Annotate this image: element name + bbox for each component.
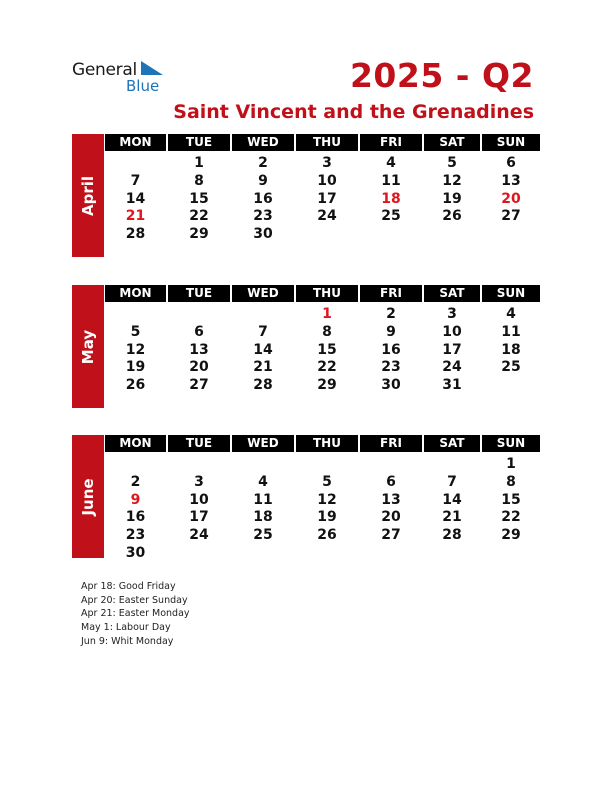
calendar-date: 9 bbox=[386, 323, 396, 340]
calendar-date: 29 bbox=[501, 527, 521, 544]
calendar-date: 31 bbox=[442, 377, 462, 394]
weekday-header-thu: THU bbox=[296, 435, 358, 452]
calendar-date: 3 bbox=[322, 155, 332, 171]
calendar-date: 26 bbox=[442, 208, 462, 225]
calendar-date: 5 bbox=[322, 473, 332, 490]
calendar-date: 10 bbox=[189, 491, 209, 508]
calendar-date: 5 bbox=[447, 155, 457, 171]
month-block-april bbox=[72, 134, 540, 257]
month-name: April bbox=[79, 175, 97, 216]
calendar-date: 29 bbox=[317, 377, 337, 394]
general-blue-logo bbox=[72, 58, 172, 98]
calendar-date: 3 bbox=[194, 473, 204, 490]
calendar-date: 1 bbox=[194, 155, 204, 171]
holiday-date: 1 bbox=[322, 306, 332, 322]
calendar-date: 7 bbox=[447, 473, 457, 490]
calendar-date: 27 bbox=[381, 527, 401, 544]
weekday-header-fri: FRI bbox=[360, 134, 422, 151]
calendar-date: 19 bbox=[125, 359, 146, 376]
calendar-date: 21 bbox=[442, 509, 462, 526]
calendar-date: 18 bbox=[501, 341, 521, 358]
calendar-date: 20 bbox=[381, 509, 401, 526]
weekday-header-thu: THU bbox=[296, 134, 358, 151]
weekday-header-sat: SAT bbox=[424, 134, 480, 151]
month-label-tab bbox=[72, 435, 104, 558]
calendar-date: 13 bbox=[381, 491, 401, 508]
calendar-date: 9 bbox=[258, 172, 268, 189]
calendar-date: 6 bbox=[386, 473, 396, 490]
month-name: June bbox=[79, 477, 97, 516]
holiday-date: 20 bbox=[501, 190, 521, 207]
weekday-header-wed: WED bbox=[232, 134, 294, 151]
calendar-date: 16 bbox=[381, 341, 401, 358]
calendar-date: 21 bbox=[253, 359, 273, 376]
weekday-header-sun: SUN bbox=[482, 285, 540, 302]
weekday-header-tue: TUE bbox=[168, 435, 230, 452]
weekday-header-tue: TUE bbox=[168, 134, 230, 151]
logo-triangle-icon bbox=[141, 61, 165, 77]
calendar-date: 12 bbox=[125, 341, 146, 358]
weekday-header-wed: WED bbox=[232, 435, 294, 452]
calendar-date: 25 bbox=[253, 527, 273, 544]
weekday-header-sat: SAT bbox=[424, 435, 480, 452]
calendar-date: 13 bbox=[501, 172, 521, 189]
calendar-date: 15 bbox=[317, 341, 337, 358]
weekday-header-fri: FRI bbox=[360, 285, 422, 302]
calendar-date: 4 bbox=[386, 155, 396, 171]
calendar-date: 24 bbox=[317, 208, 337, 225]
calendar-date: 19 bbox=[442, 190, 462, 207]
calendar-date: 17 bbox=[189, 509, 209, 526]
calendar-date: 16 bbox=[253, 190, 273, 207]
calendar-date: 14 bbox=[125, 190, 146, 207]
calendar-date: 14 bbox=[253, 341, 273, 358]
calendar-date: 22 bbox=[501, 509, 521, 526]
calendar-date: 2 bbox=[258, 155, 268, 171]
weekday-header-sat: SAT bbox=[424, 285, 480, 302]
country-name: Saint Vincent and the Grenadines bbox=[173, 101, 534, 123]
calendar-date: 11 bbox=[253, 491, 273, 508]
holiday-note: Apr 20: Easter Sunday bbox=[81, 594, 188, 606]
weekday-header-sun: SUN bbox=[482, 134, 540, 151]
calendar-date: 28 bbox=[442, 527, 462, 544]
calendar-date: 20 bbox=[189, 359, 209, 376]
calendar-date: 29 bbox=[189, 226, 209, 243]
calendar-date: 24 bbox=[189, 527, 209, 544]
calendar-date: 22 bbox=[317, 359, 337, 376]
holiday-note: Jun 9: Whit Monday bbox=[81, 635, 174, 647]
calendar-date: 27 bbox=[501, 208, 521, 225]
holiday-notes bbox=[81, 580, 190, 649]
month-name: May bbox=[79, 329, 97, 364]
calendar-date: 7 bbox=[130, 172, 141, 189]
weekday-header-mon: MON bbox=[105, 435, 166, 452]
calendar-date: 25 bbox=[381, 208, 401, 225]
calendar-date: 3 bbox=[447, 306, 457, 322]
calendar-date: 22 bbox=[189, 208, 209, 225]
holiday-date: 21 bbox=[125, 208, 146, 225]
month-label-tab bbox=[72, 134, 104, 257]
holiday-note: May 1: Labour Day bbox=[81, 622, 171, 634]
calendar-date: 30 bbox=[125, 545, 146, 561]
weekday-header-mon: MON bbox=[105, 285, 166, 302]
calendar-date: 23 bbox=[253, 208, 273, 225]
calendar-date: 6 bbox=[506, 155, 516, 171]
calendar-date: 6 bbox=[194, 323, 204, 340]
calendar-date: 25 bbox=[501, 359, 521, 376]
calendar-date: 13 bbox=[189, 341, 209, 358]
calendar-date: 11 bbox=[501, 323, 521, 340]
page-title: 2025 - Q2 bbox=[349, 56, 534, 95]
calendar-date: 28 bbox=[125, 226, 146, 243]
calendar-date: 1 bbox=[506, 456, 516, 472]
calendar-date: 8 bbox=[322, 323, 332, 340]
weekday-header-thu: THU bbox=[296, 285, 358, 302]
calendar-date: 7 bbox=[258, 323, 268, 340]
month-label-tab bbox=[72, 285, 104, 408]
calendar-date: 2 bbox=[130, 473, 141, 490]
calendar-date: 26 bbox=[125, 377, 146, 394]
calendar-date: 11 bbox=[381, 172, 401, 189]
calendar-date: 4 bbox=[258, 473, 268, 490]
weekday-header-sun: SUN bbox=[482, 435, 540, 452]
calendar-date: 15 bbox=[189, 190, 209, 207]
calendar-date: 17 bbox=[442, 341, 462, 358]
calendar-date: 26 bbox=[317, 527, 337, 544]
month-block-may bbox=[72, 285, 540, 408]
calendar-date: 10 bbox=[317, 172, 337, 189]
logo-text-blue: Blue bbox=[126, 77, 160, 95]
calendar-date: 5 bbox=[130, 323, 141, 340]
calendar-date: 27 bbox=[189, 377, 209, 394]
holiday-date: 9 bbox=[130, 491, 141, 508]
calendar-date: 15 bbox=[501, 491, 521, 508]
weekday-header-fri: FRI bbox=[360, 435, 422, 452]
calendar-date: 18 bbox=[253, 509, 273, 526]
calendar-date: 14 bbox=[442, 491, 462, 508]
calendar-date: 10 bbox=[442, 323, 462, 340]
calendar-date: 23 bbox=[381, 359, 401, 376]
calendar-date: 30 bbox=[253, 226, 273, 243]
calendar-date: 28 bbox=[253, 377, 273, 394]
calendar-date: 8 bbox=[506, 473, 516, 490]
calendar-date: 16 bbox=[125, 509, 146, 526]
weekday-header-wed: WED bbox=[232, 285, 294, 302]
calendar-date: 8 bbox=[194, 172, 204, 189]
calendar-date: 17 bbox=[317, 190, 337, 207]
calendar-date: 23 bbox=[125, 527, 146, 544]
month-block-june bbox=[72, 435, 540, 561]
weekday-header-mon: MON bbox=[105, 134, 166, 151]
logo-text-general: General bbox=[72, 60, 137, 80]
calendar-date: 30 bbox=[381, 377, 401, 394]
calendar-date: 12 bbox=[442, 172, 462, 189]
weekday-header-tue: TUE bbox=[168, 285, 230, 302]
calendar-date: 12 bbox=[317, 491, 337, 508]
calendar-date: 24 bbox=[442, 359, 462, 376]
calendar-date: 4 bbox=[506, 306, 516, 322]
calendar-date: 2 bbox=[386, 306, 396, 322]
holiday-note: Apr 21: Easter Monday bbox=[81, 608, 190, 620]
calendar-date: 19 bbox=[317, 509, 337, 526]
holiday-note: Apr 18: Good Friday bbox=[81, 581, 176, 592]
holiday-date: 18 bbox=[381, 190, 401, 207]
